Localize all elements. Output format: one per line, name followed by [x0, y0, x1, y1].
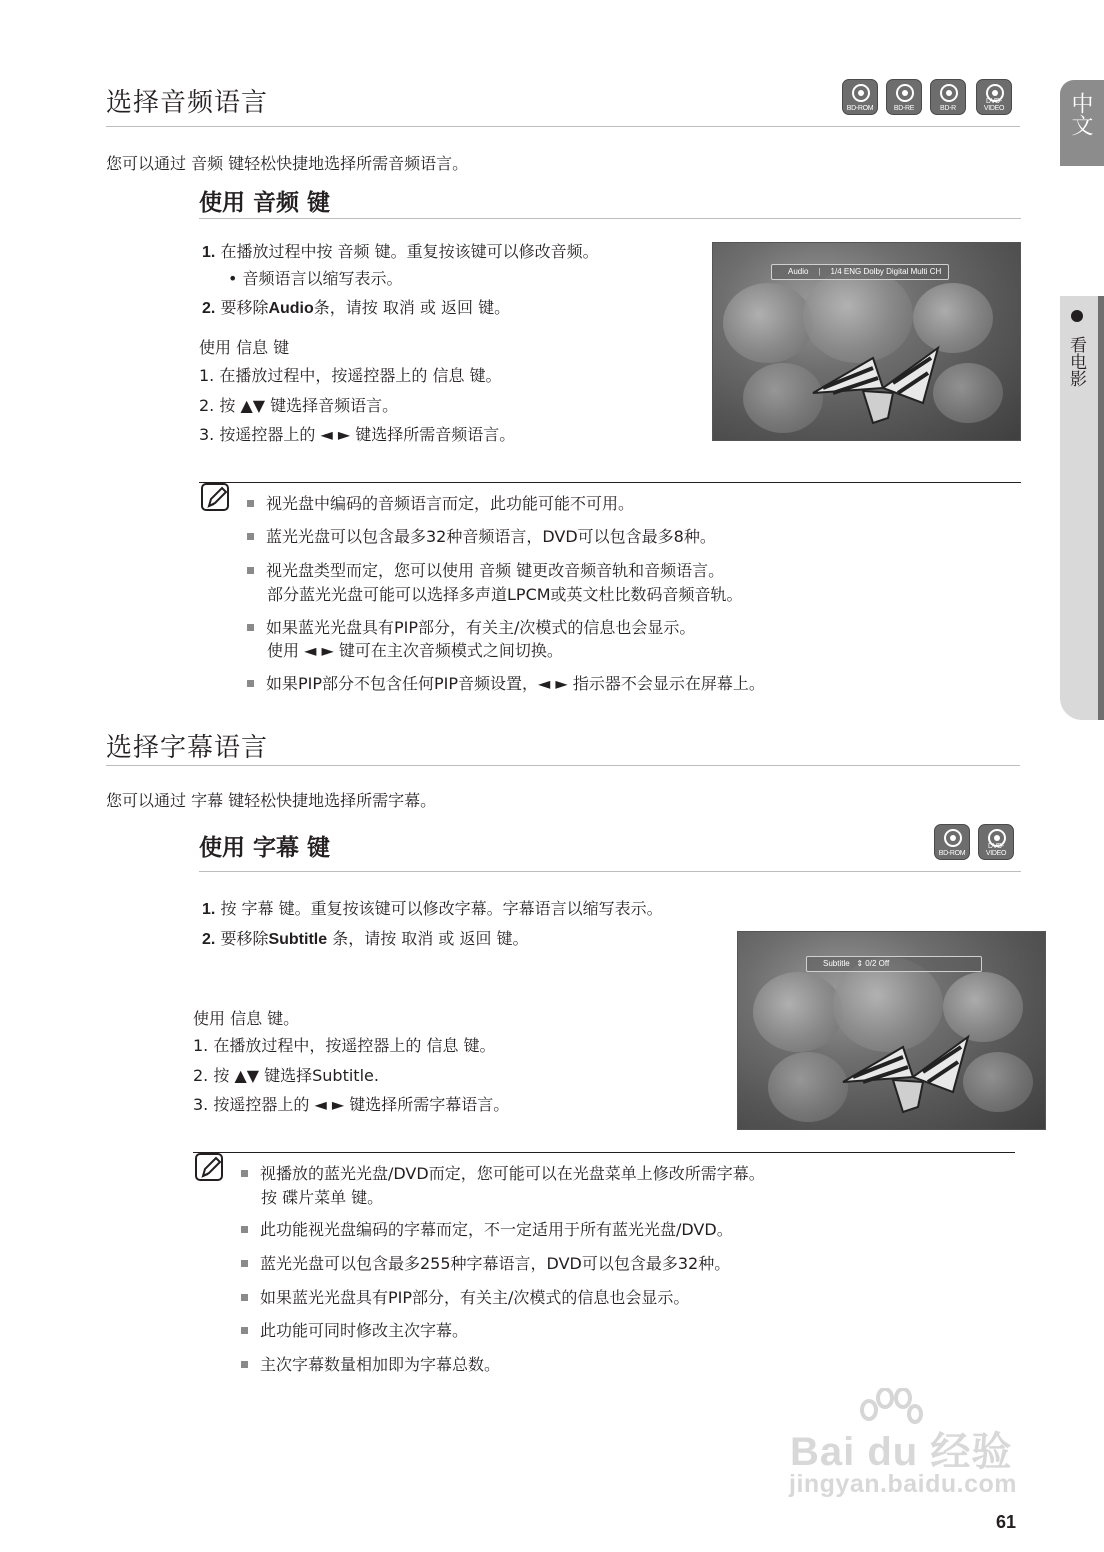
chapter-tab [1060, 296, 1104, 720]
subtitle-intro: 您可以通过 字幕 键轻松快捷地选择所需字幕。 [106, 791, 437, 810]
audio-note-4-cont: 使用 ◄ ► 键可在主次音频模式之间切换。 [267, 641, 563, 660]
subtitle-osd-bar: Subtitle ⇕ 0/2 Off [806, 956, 982, 972]
butterfly-icon [803, 333, 953, 433]
subtitle-note-1: 视播放的蓝光光盘/DVD而定，您可能可以在光盘菜单上修改所需字幕。 [241, 1163, 765, 1185]
audio-section-title: 选择音频语言 [106, 88, 269, 118]
subtitle-note-5: 此功能可同时修改主次字幕。 [241, 1320, 468, 1342]
audio-step-bullet: • 音频语言以缩写表示。 [228, 269, 403, 288]
page-number: 61 [996, 1512, 1017, 1532]
butterfly-icon [833, 1022, 983, 1122]
audio-note-3: 视光盘类型而定，您可以使用 音频 键更改音频音轨和音频语言。 [247, 560, 724, 582]
audio-note-1: 视光盘中编码的音频语言而定，此功能可能不可用。 [247, 493, 634, 515]
section-divider [106, 765, 1020, 766]
audio-key-heading: 使用 音频 键 [199, 190, 331, 216]
audio-osd-bar: Audio | 1/4 ENG Dolby Digital Multi CH [771, 264, 949, 280]
audio-note-3-cont: 部分蓝光光盘可能可以选择多声道LPCM或英文杜比数码音频音轨。 [267, 585, 743, 604]
audio-intro: 您可以通过 音频 键轻松快捷地选择所需音频语言。 [106, 154, 469, 173]
subtitle-screen-image [737, 931, 1046, 1130]
memo-note-icon [200, 482, 232, 514]
subtitle-info-heading: 使用 信息 键。 [193, 1009, 300, 1028]
audio-note-5: 如果PIP部分不包含任何PIP音频设置，◄ ► 指示器不会显示在屏幕上。 [247, 673, 765, 695]
note-divider [193, 1152, 1015, 1153]
subtitle-step-1: 1. 按 字幕 键。重复按该键可以修改字幕。字幕语言以缩写表示。 [202, 899, 663, 918]
watermark-url: jingyan.baidu.com [789, 1470, 1017, 1498]
audio-info-heading: 使用 信息 键 [199, 338, 290, 357]
audio-step-2: 2. 要移除Audio条，请按 取消 或 返回 键。 [202, 298, 511, 317]
subsection-divider [199, 218, 1021, 219]
subtitle-note-4: 如果蓝光光盘具有PIP部分，有关主/次模式的信息也会显示。 [241, 1287, 689, 1309]
subtitle-note-3: 蓝光光盘可以包含最多255种字幕语言，DVD可以包含最多32种。 [241, 1253, 730, 1275]
audio-info-step-3: 3. 按遥控器上的 ◄ ► 键选择所需音频语言。 [199, 425, 516, 444]
audio-step-1: 1. 在播放过程中按 音频 键。重复按该键可以修改音频。 [202, 242, 599, 261]
note-divider [199, 482, 1021, 483]
updown-arrows-icon: ⇕ [856, 959, 864, 968]
audio-note-2: 蓝光光盘可以包含最多32种音频语言，DVD可以包含最多8种。 [247, 526, 716, 548]
bd-rom-disc-icon: BD-ROM [842, 79, 878, 115]
bd-re-disc-icon: BD-RE [886, 79, 922, 115]
bullet-dot-icon [1071, 310, 1083, 322]
subtitle-step-2: 2. 要移除Subtitle 条，请按 取消 或 返回 键。 [202, 929, 529, 948]
audio-info-step-2: 2. 按 ▲▼ 键选择音频语言。 [199, 396, 399, 415]
subtitle-note-1-cont: 按 碟片菜单 键。 [261, 1188, 384, 1207]
chapter-tab-strip [1098, 296, 1104, 720]
subtitle-note-6: 主次字幕数量相加即为字幕总数。 [241, 1354, 500, 1376]
dvd-video-disc-icon: DVD-VIDEO [976, 79, 1012, 115]
bd-r-disc-icon: BD-R [930, 79, 966, 115]
subtitle-key-heading: 使用 字幕 键 [199, 835, 331, 861]
audio-screen-image [712, 242, 1021, 441]
memo-note-icon [194, 1152, 226, 1184]
subtitle-note-2: 此功能视光盘编码的字幕而定，不一定适用于所有蓝光光盘/DVD。 [241, 1219, 733, 1241]
chapter-tab-label: 看电影 [1066, 336, 1086, 387]
dvd-video-disc-icon: DVD-VIDEO [978, 824, 1014, 860]
subtitle-section-title: 选择字幕语言 [106, 733, 269, 763]
subtitle-info-step-3: 3. 按遥控器上的 ◄ ► 键选择所需字幕语言。 [193, 1095, 510, 1114]
language-tab [1060, 80, 1104, 166]
subtitle-info-step-2: 2. 按 ▲▼ 键选择Subtitle. [193, 1066, 379, 1085]
language-tab-label: 中文 [1068, 92, 1093, 136]
subsection-divider [199, 871, 1021, 872]
section-divider [106, 126, 1020, 127]
audio-info-step-1: 1. 在播放过程中，按遥控器上的 信息 键。 [199, 366, 502, 385]
bd-rom-disc-icon: BD-ROM [934, 824, 970, 860]
audio-note-4: 如果蓝光光盘具有PIP部分，有关主/次模式的信息也会显示。 [247, 617, 695, 639]
watermark-brand: Bai du 经验 [790, 1430, 1013, 1474]
subtitle-info-step-1: 1. 在播放过程中，按遥控器上的 信息 键。 [193, 1036, 496, 1055]
